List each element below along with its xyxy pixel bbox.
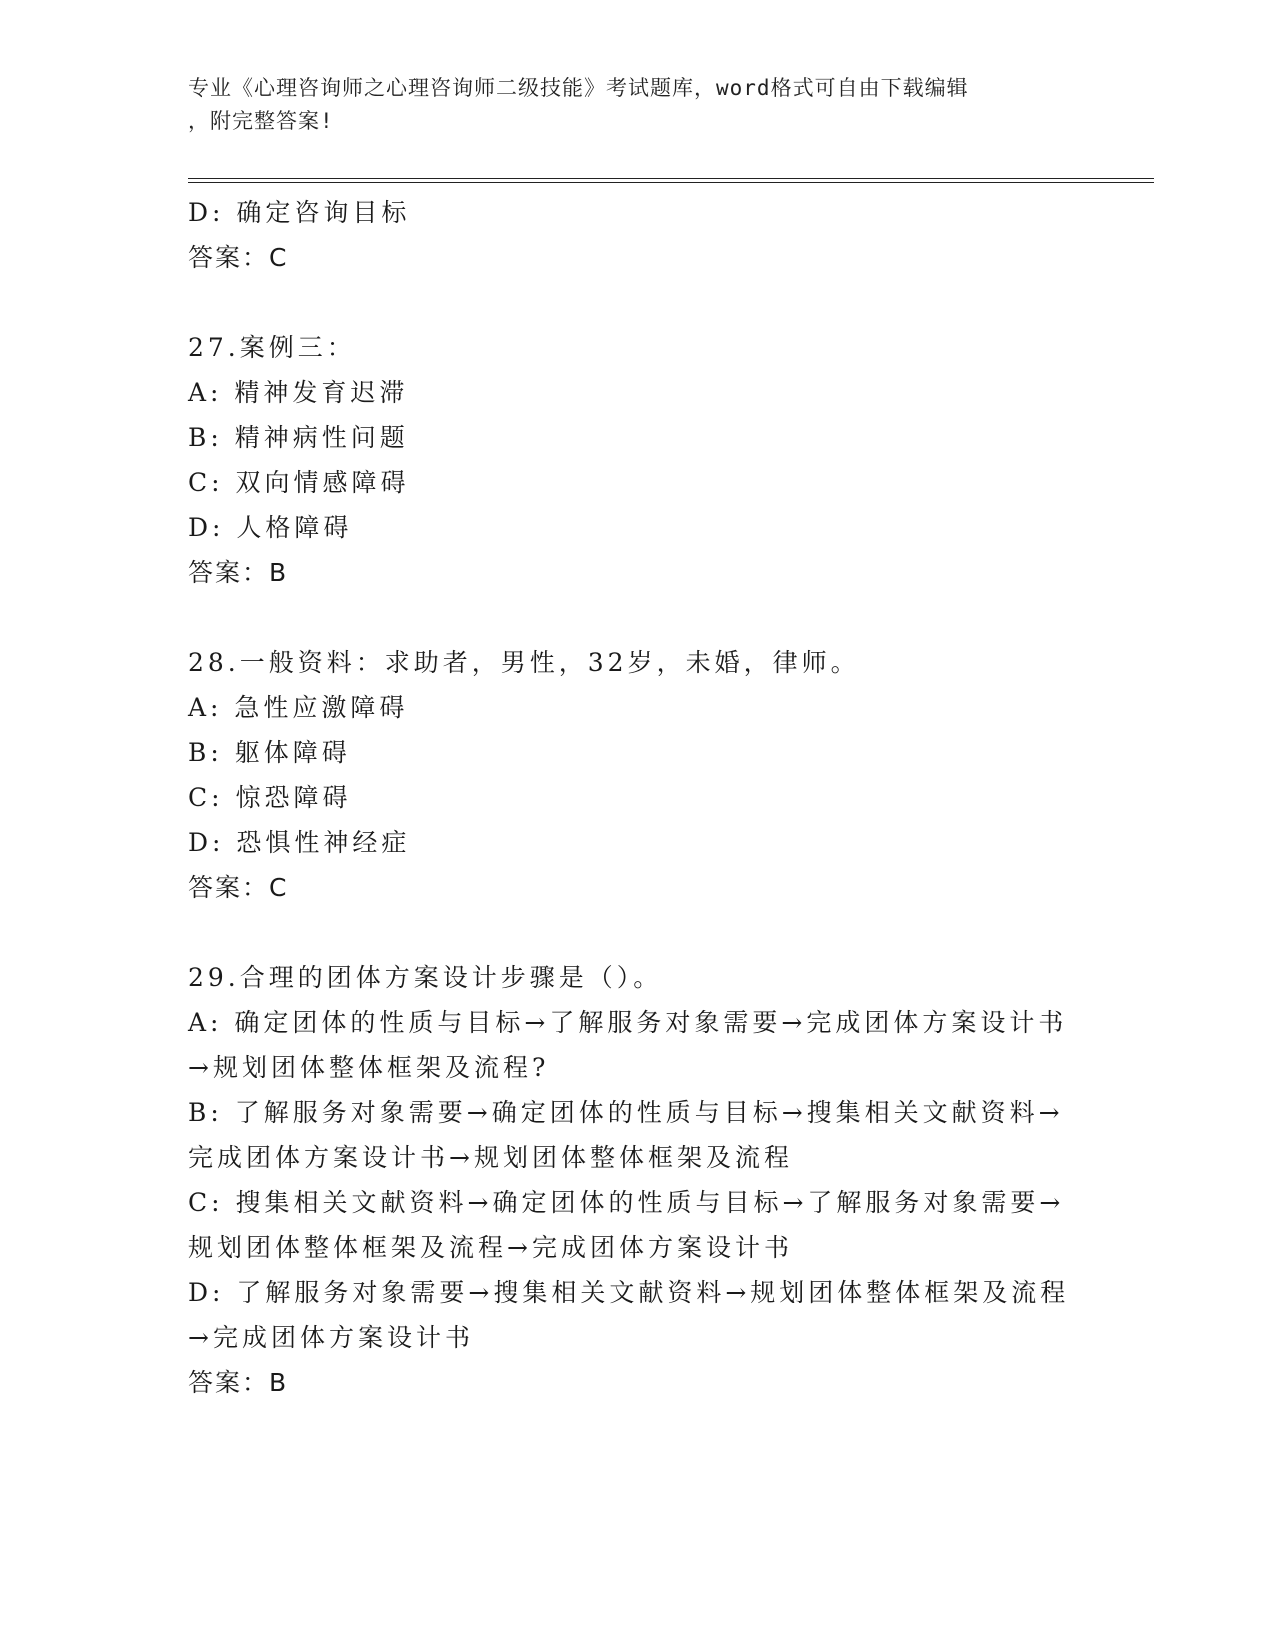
question-text: 28.一般资料：求助者，男性，32岁，未婚，律师。 [188,648,860,677]
answer-line: 答案：C [188,243,289,272]
option-c: C: 双向情感障碍 [188,468,410,497]
question-text: 27.案例三： [188,333,356,362]
question-28 [188,640,1088,910]
option-a: A: 精神发育迟滞 [188,378,409,407]
option-a: A: 急性应激障碍 [188,693,409,722]
spacer [188,280,1088,325]
option-d: D: 恐惧性神经症 [188,828,411,857]
header-double-rule [188,178,1154,183]
previous-question-tail [188,190,1088,280]
option-a-line-2: →规划团体整体框架及流程? [188,1053,550,1082]
question-text: 29.合理的团体方案设计步骤是（）。 [188,963,663,992]
spacer [188,910,1088,955]
option-c-line-2: 规划团体整体框架及流程→完成团体方案设计书 [188,1233,793,1262]
option-d-line-1: D: 了解服务对象需要→搜集相关文献资料→规划团体整体框架及流程 [188,1278,1070,1307]
option-c-line-1: C: 搜集相关文献资料→确定团体的性质与目标→了解服务对象需要→ [188,1188,1065,1217]
answer-line: 答案：B [188,558,289,587]
question-content [188,190,1088,1405]
option-d-line-2: →完成团体方案设计书 [188,1323,474,1352]
question-27 [188,325,1088,595]
option-a-line-1: A: 确定团体的性质与目标→了解服务对象需要→完成团体方案设计书 [188,1008,1068,1037]
spacer [188,595,1088,640]
header-title-line-2: ，附完整答案! [188,109,334,133]
header-title-line-1: 专业《心理咨询师之心理咨询师二级技能》考试题库，word格式可自由下载编辑 [188,76,969,100]
answer-line: 答案：B [188,1368,289,1397]
answer-line: 答案：C [188,873,289,902]
page-header [188,72,1088,138]
option-c: C: 惊恐障碍 [188,783,352,812]
option-d: D: 人格障碍 [188,513,353,542]
question-29 [188,955,1088,1405]
option-d: D: 确定咨询目标 [188,198,411,227]
option-b: B: 精神病性问题 [188,423,409,452]
option-b-line-2: 完成团体方案设计书→规划团体整体框架及流程 [188,1143,793,1172]
option-b: B: 躯体障碍 [188,738,351,767]
option-b-line-1: B: 了解服务对象需要→确定团体的性质与目标→搜集相关文献资料→ [188,1098,1064,1127]
